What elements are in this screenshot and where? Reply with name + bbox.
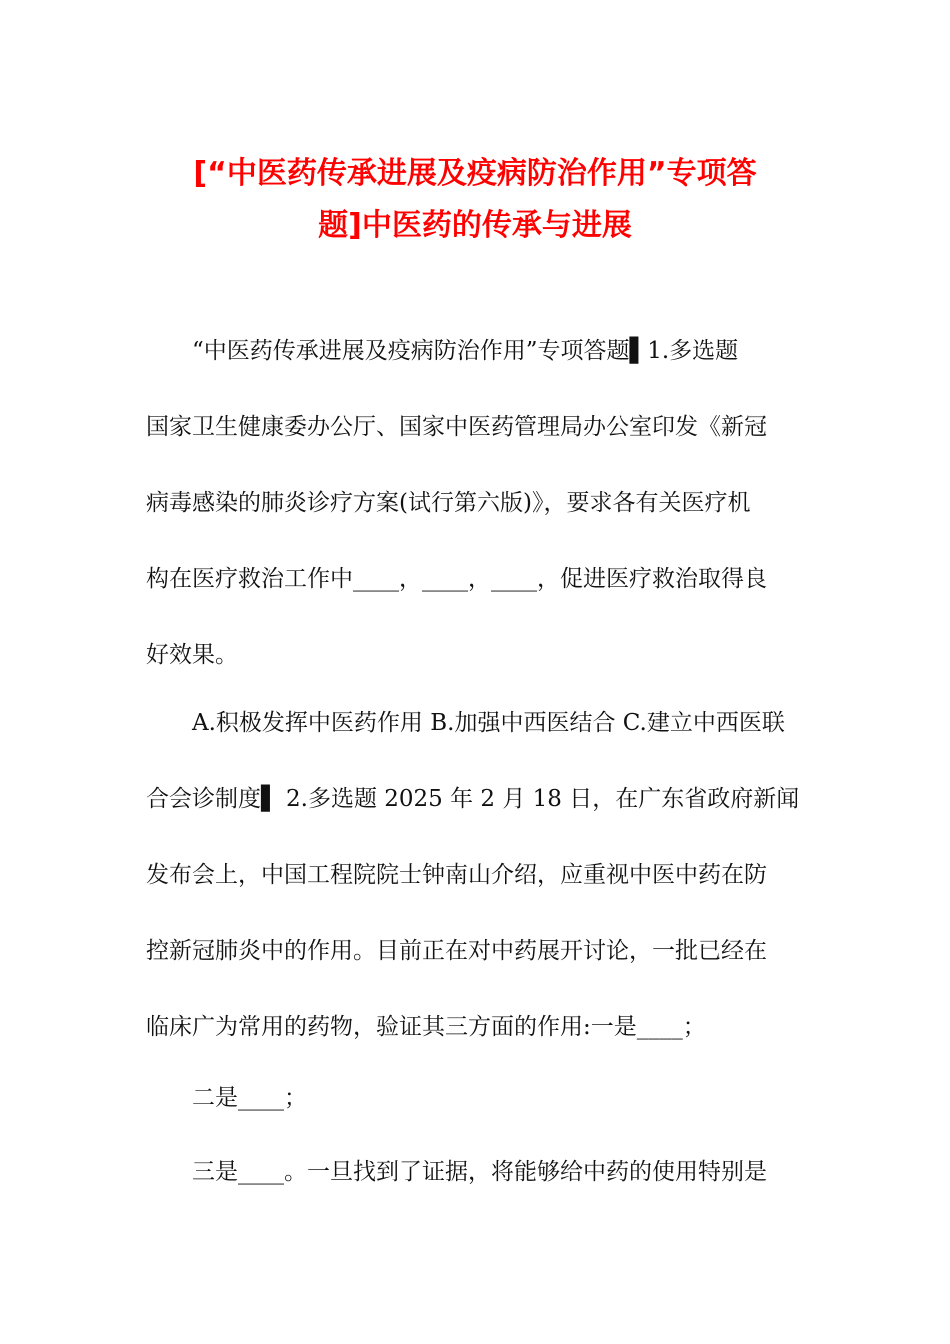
paragraph-line: 合会诊制度▌ 2.多选题 2025 年 2 月 18 日，在广东省政府新闻	[146, 786, 800, 812]
paragraph-1	[146, 313, 806, 693]
document-title	[120, 148, 830, 252]
paragraph-line: 控新冠肺炎中的作用。目前正在对中药展开讨论，一批已经在	[146, 938, 767, 964]
paragraph-line: A.积极发挥中医药作用 B.加强中西医结合 C.建立中西医联	[192, 710, 785, 736]
paragraph-line: 国家卫生健康委办公厅、国家中医药管理局办公室印发《新冠	[146, 414, 767, 440]
paragraph-line: 二是____；	[192, 1085, 307, 1111]
paragraph-line: 病毒感染的肺炎诊疗方案(试行第六版)》，要求各有关医疗机	[146, 490, 751, 516]
paragraph-line: 好效果。	[146, 642, 238, 668]
paragraph-line: “中医药传承进展及疫病防治作用”专项答题▌1.多选题	[192, 338, 739, 364]
paragraph-line: 发布会上，中国工程院院士钟南山介绍，应重视中医中药在防	[146, 862, 767, 888]
paragraph-line: 三是____。一旦找到了证据，将能够给中药的使用特别是	[192, 1159, 767, 1185]
paragraph-line: 构在医疗救治工作中____，____，____，促进医疗救治取得良	[146, 566, 767, 592]
title-line-2: 题]中医药的传承与进展	[318, 208, 632, 243]
paragraph-line: 临床广为常用的药物，验证其三方面的作用:一是____；	[146, 1014, 706, 1040]
paragraph-3	[146, 1060, 806, 1136]
paragraph-2	[146, 685, 806, 1065]
title-line-1: [“中医药传承进展及疫病防治作用”专项答	[193, 156, 757, 191]
paragraph-4	[146, 1134, 806, 1210]
